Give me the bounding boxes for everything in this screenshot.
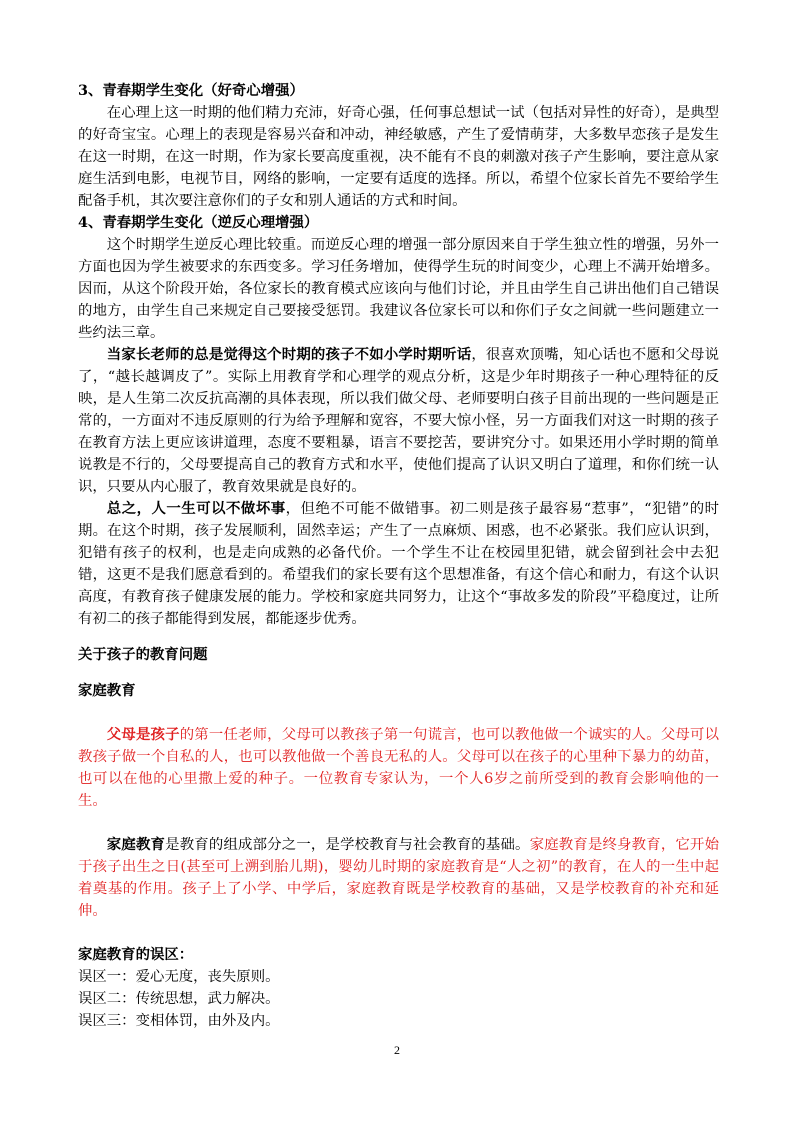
section-4-heading: 4、青春期学生变化（逆反心理增强） <box>78 214 319 231</box>
family-paragraph-2-lead: 家庭教育 <box>106 836 166 853</box>
section-4-paragraph-2-lead: 当家长老师的总是觉得这个时期的孩子不如小学时期听话 <box>106 346 472 363</box>
family-education-paragraph-2 <box>78 834 719 922</box>
section-4-paragraph-2 <box>78 344 719 498</box>
section-4-paragraph-3-body: ，但绝不可能不做错事。初二则是孩子最容易“惹事”，“犯错”的时期。在这个时期，孩子发展顺利，固然幸运；产生了一点麻烦、困惑，也不必紧张。我们应认识到，犯错有孩子的权利，也是走向成熟的必备代价。一个学生不让在校园里犯错，就会留到社会中去犯错，这更不是我们愿意看到的。希望我们的家长要有这个思想准备，有这个信心和耐力，有这个认识高度，有教育孩子健康发展的能力。学校和家庭共同努力，让这个“事故多发的阶段”平稳度过，让所有初二的孩子都能得到发展，都能逐步优秀。 <box>78 501 719 627</box>
section-4-paragraph-1: 这个时期学生逆反心理比较重。而逆反心理的增强一部分原因来自于学生独立性的增强，另外一方面也因为学生被要求的东西变多。学习任务增加，使得学生玩的时间变少，心理上不满开始增多。因而，从这个阶段开始，各位家长的教育模式应该向与他们讨论，并且由学生自己讲出他们自己错误的地方，由学生自己来规定自己要接受惩罚。我建议各位家长可以和你们子女之间就一些问题建立一些约法三章。 <box>78 237 719 341</box>
mistakes-heading: 家庭教育的误区： <box>78 946 194 963</box>
family-paragraph-2-body: 是教育的组成部分之一，是学校教育与社会教育的基础。 <box>165 837 530 853</box>
family-paragraph-1-body: 的第一任老师，父母可以教孩子第一句谎言，也可以教他做一个诚实的人。父母可以教孩子做一个自私的人，也可以教他做一个善良无私的人。父母可以在孩子的心里种下暴力的幼苗，也可以在他的心里撒上爱的种子。一位教育专家认为，一个人6岁之前所受到的教育会影响他的一生。 <box>78 727 719 809</box>
section-4-paragraph-3-lead: 总之，人一生可以不做坏事 <box>106 500 286 517</box>
mistake-item: 误区二：传统思想，武力解决。 <box>78 991 280 1007</box>
family-education-paragraph-1 <box>78 724 719 812</box>
section-4-paragraph-3 <box>78 498 719 630</box>
topic-heading: 关于孩子的教育问题 <box>78 646 208 663</box>
mistake-item: 误区一：爱心无度，丧失原则。 <box>78 969 280 985</box>
family-education-heading: 家庭教育 <box>78 682 136 699</box>
document-body <box>78 80 719 1032</box>
section-3-heading: 3、青春期学生变化（好奇心增强） <box>78 82 304 99</box>
page-number: 2 <box>394 1043 400 1057</box>
family-paragraph-2-highlight: 家庭教育是终身教育，它开始于孩子出生之日(甚至可上溯到胎儿期)，婴幼儿时期的家庭教育是“人之初”的教育，在人的一生中起着奠基的作用。孩子上了小学、中学后，家庭教育既是学校教育的基础，又是学校教育的补充和延伸。 <box>78 837 719 919</box>
section-3-paragraph: 在心理上这一时期的他们精力充沛，好奇心强，任何事总想试一试（包括对异性的好奇），是典型的好奇宝宝。心理上的表现是容易兴奋和冲动，神经敏感，产生了爱情萌芽，大多数早恋孩子是发生在这一时期，在这一时期，作为家长要高度重视，决不能有不良的刺激对孩子产生影响，要注意从家庭生活到电影，电视节目，网络的影响，一定要有适度的选择。所以，希望个位家长首先不要给学生配备手机，其次要注意你们的子女和别人通话的方式和时间。 <box>78 105 719 209</box>
mistake-item: 误区三：变相体罚，由外及内。 <box>78 1013 280 1029</box>
family-paragraph-1-lead: 父母是孩子 <box>106 726 180 743</box>
section-4-paragraph-2-body: ，很喜欢顶嘴，知心话也不愿和父母说了，“越长越调皮了”。实际上用教育学和心理学的观点分析，这是少年时期孩子一种心理特征的反映，是人生第二次反抗高潮的具体表现，所以我们做父母、老师要明白孩子目前出现的一些问题是正常的，一方面对不违反原则的行为给予理解和宽容，不要大惊小怪，另一方面我们对这一时期的孩子在教育方法上更应该讲道理，态度不要粗暴，语言不要挖苦，要讲究分寸。如果还用小学时期的简单说教是不行的，父母要提高自己的教育方式和水平，使他们提高了认识又明白了道理，和你们统一认识，只要从内心服了，教育效果就是良好的。 <box>78 347 719 495</box>
